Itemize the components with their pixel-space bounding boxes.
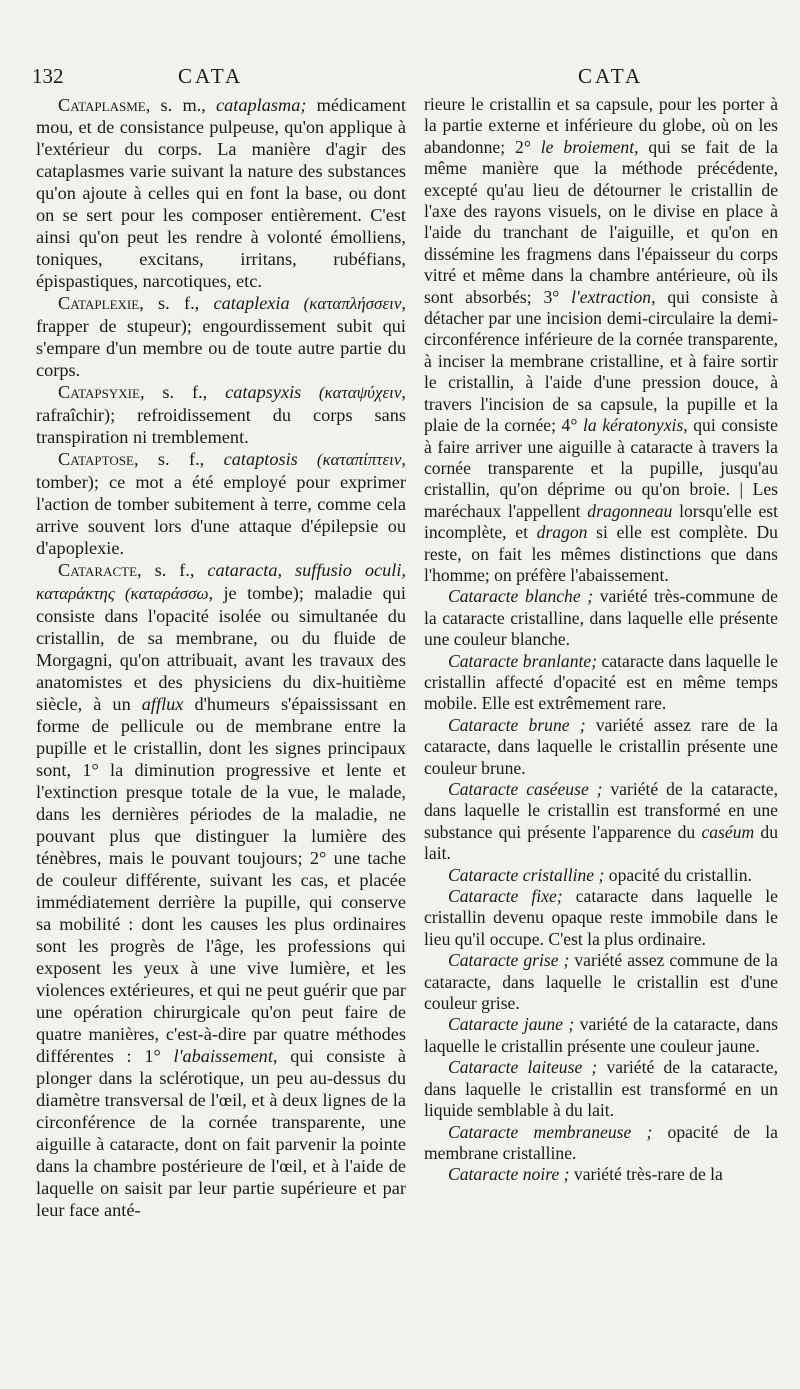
subentry-definition: opacité du cristallin. [604,864,752,885]
subentry-caseeuse [424,779,778,865]
entry-term: dragonneau [587,500,673,521]
subentry-term: Cataracte blanche ; [448,586,594,607]
entry-latin: catapsyxis [225,382,302,402]
subentry-term: Cataracte branlante; [448,650,598,671]
subentry-term: Cataracte membraneuse ; [448,1121,653,1142]
entry-definition: médicament mou, et de consistance pulpeuse, qu'on applique à l'extérieur du corps. La manière d'agir des cataplasmes varie suivant la nature des substances qu'on ajoute à celles qui en font la base, ou dont on se sert pour les composer entièrement. C'est ainsi qu'on peut les rendre à volonté émolliens, toniques, excitans, irritans, rubéfians, épispastiques, narcotiques, etc. [36,95,406,291]
subentry-branlante [424,651,778,715]
entry-lemma: Catapsyxie [58,382,140,402]
entry-term: la kératonyxis [582,415,684,436]
subentry-definition: opacité de la membrane cristalline. [424,1121,778,1163]
subentry-term: Cataracte laiteuse ; [448,1057,598,1078]
subentry-blanche [424,586,778,650]
entry-catapsyxie [36,381,406,448]
entry-lemma: Cataracte [58,560,138,580]
subentry-noire [424,1164,778,1185]
entry-term: le broiement [540,136,635,157]
entry-cataplexie [36,292,406,381]
entry-grammar: , s. f., [139,293,214,313]
entry-definition: rieure le cristallin et sa capsule, pour les porter à la partie externe et inférieure du globe, où on les abandonne; 2° [424,94,778,157]
entry-cataptose [36,448,406,559]
entry-latin: cataplasma; [216,95,307,115]
entry-latin: cataptosis [223,449,298,469]
entry-definition: , frapper de stupeur); engourdissement subit qui s'empare d'un membre ou de toute autre partie du corps. [36,293,406,380]
entry-term: dragon [536,522,588,543]
subentry-term: Cataracte brune ; [448,714,586,735]
subentry-definition: cataracte dans laquelle le cristallin devenu opaque reste immobile dans le lieu qu'il occupe. C'est la plus ordinaire. [424,886,778,949]
running-head-right: CATA [578,64,644,88]
entry-definition: d'humeurs s'épaississant en forme de pellicule ou de membrane entre la pupille et le cristallin, dont les signes principaux sont, 1° la diminution progressive et lente et l'extinction presque totale de la vue, le malade, dans les dernières périodes de la maladie, ne pouvant plus que distinguer la lumière des ténèbres, mais le pouvant toujours; 2° une tache de couleur différente, suivant les cas, et placée immédiatement derrière la pupille, qui conserve sa mobilité : dont les causes les plus ordinaires sont les progrès de l'âge, les professions qui exposent les yeux à une vive lumière, et les violences extérieures, et qui ne peut guérir que par une opération chirurgicale qu'on peut faire de quatre manières, c'est-à-dire par quatre méthodes différentes : 1° [36,694,406,1066]
subentry-italic: caséum [701,821,755,842]
entry-latin: cataplexia [213,293,290,313]
subentry-term: Cataracte grise ; [448,950,570,971]
entry-definition: , qui consiste à faire arriver une aiguille à cataracte à travers la cornée transparente et la pupille, jusqu'au cristallin, qu'on déprime ou qu'on broie. | Les maréchaux l'appellent [424,415,778,521]
subentry-term: Cataracte jaune ; [448,1014,575,1035]
subentry-definition: variété très-rare de la [569,1164,723,1185]
subentry-definition: variété de la cataracte, dans laquelle le cristallin présente une couleur jaune. [424,1014,778,1056]
entry-definition: , je tombe); maladie qui consiste dans l'opacité isolée ou simultanée du cristallin, de sa membrane, ou du fluide de Morgagni, qu'on attribuait, avant les travaux des anatomistes et des physiciens du dix-huitième siècle, à un [36,583,406,714]
entry-greek: καταράκτης (καταράσσω [36,584,209,603]
subentry-definition: variété de la cataracte, dans laquelle le cristallin est transformé en une substance qui présente l'apparence du [424,779,778,842]
subentry-brune [424,715,778,779]
entry-grammar: , s. f., [137,560,208,580]
subentry-definition: variété assez commune de la cataracte, dans laquelle le cristallin est d'une couleur grise. [424,950,778,1014]
entry-grammar: , s. m., [145,95,217,115]
subentry-definition: du lait. [424,821,778,864]
page-number: 132 [32,64,64,88]
entry-definition: lorsqu'elle est incomplète, et [424,500,778,543]
subentry-definition: variété assez rare de la cataracte, dans laquelle le cristallin présente une couleur brune. [424,714,778,778]
page-header [0,64,800,90]
entry-greek: (καταψύχειν [301,383,402,402]
entry-greek: (καταπλήσσειν [289,294,402,313]
subentry-term: Cataracte caséeuse ; [448,779,603,799]
subentry-definition: variété de la cataracte, dans laquelle le cristallin est transformé en un liquide semblable à du lait. [424,1057,778,1121]
entry-cataplasme [36,94,406,292]
entry-cataracte [36,559,406,1221]
subentry-fixe [424,886,778,950]
entry-definition: , qui se fait de la même manière que la méthode précédente, excepté qu'au lieu de détourner le cristallin de l'axe des rayons visuels, on le divise en place à l'aide du tranchant de l'aiguille, et qu'on en dissémine les fragmens dans l'épaisseur du corps vitré et même dans la chambre antérieure, où ils sont absorbés; 3° [424,136,778,307]
entry-grammar: , s. f., [133,449,224,469]
subentry-jaune [424,1014,778,1057]
entry-cataracte-continued [424,94,778,586]
subentry-membraneuse [424,1122,778,1165]
subentry-term: Cataracte noire ; [448,1164,570,1185]
subentry-definition: variété très-commune de la cataracte cristalline, dans laquelle elle présente une couleur blanche. [424,586,778,650]
entry-definition: , qui consiste à détacher par une incision demi-circulaire la demi-circonférence inférieure de la cornée transparente, à inciser la membrane cristalline, et à faire sortir le cristallin, à l'aide d'une pression douce, à travers l'incision de sa capsule, la pupille et la plaie de la cornée; 4° [424,286,778,436]
entry-term: l'extraction [571,286,652,307]
entry-definition: , qui consiste à plonger dans la sclérotique, un peu au-dessus du diamètre transversal de l'œil, et à deux lignes de la circonférence de la cornée transparente, une aiguille à cataracte, dont on fait parvenir la pointe dans la chambre postérieure de l'œil, et à l'aide de laquelle on saisit par leur partie supérieure et par leur face anté- [36,1046,406,1220]
entry-definition: si elle est complète. Du reste, on fait les mêmes distinctions que dans l'homme; on préfère l'abaissement. [424,522,778,585]
entry-definition: , rafraîchir); refroidissement du corps sans transpiration ni tremblement. [36,382,406,447]
entry-grammar: , s. f., [139,382,226,402]
entry-lemma: Cataptose [58,449,134,469]
entry-lemma: Cataplasme [58,95,146,115]
subentry-term: Cataracte fixe; [448,886,563,907]
entry-term: l'abaissement [173,1046,273,1066]
right-column [424,94,778,1382]
entry-greek: (καταπίπτειν [297,450,402,469]
running-head-left: CATA [178,64,244,88]
entry-definition: , tomber); ce mot a été employé pour exprimer l'action de tomber subitement à terre, comme cela arrive souvent lors d'une attaque d'épilepsie ou d'apoplexie. [36,449,406,558]
entry-lemma: Cataplexie [58,293,140,313]
subentry-laiteuse [424,1057,778,1121]
subentry-definition: cataracte dans laquelle le cristallin affecté d'opacité est en même temps mobile. Elle est extrêmement rare. [424,650,778,714]
subentry-cristalline [424,865,778,886]
entry-term: afflux [141,694,184,714]
left-column [36,94,406,1382]
entry-latin: cataracta, suffusio oculi, [207,560,406,580]
subentry-grise [424,950,778,1014]
subentry-term: Cataracte cristalline ; [448,864,605,885]
